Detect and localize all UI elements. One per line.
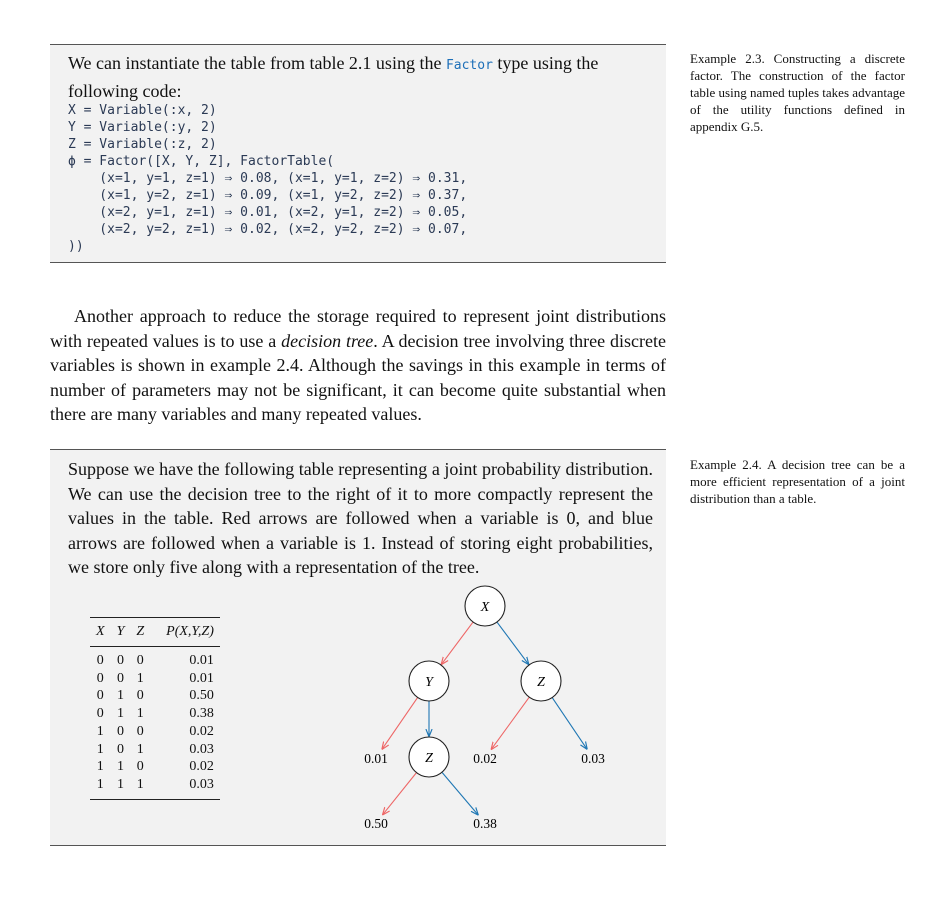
table-cell: 0.01 (189, 653, 214, 668)
tree-leaf-value: 0.03 (581, 751, 605, 766)
paragraph-text: . A decision tree involving three discrete variables is shown in example 2.4. Although the savings in this example in terms of number of parameters may not be significant, it can become quite substantial when there are many variables and many repeated values. (50, 330, 666, 424)
table-cell: 1 (96, 759, 104, 775)
edge-x-z1 (497, 622, 528, 664)
code-line: (x=2, y=1, z=1) ⇒ 0.01, (x=2, y=1, z=2) ⇒ 0.05, (68, 205, 468, 220)
paragraph-text: Another approach to reduce the storage required to represent joint distributions with repeated values is to use a (50, 306, 666, 351)
table-cell: 0 (96, 706, 104, 722)
column-header: Z (130, 618, 150, 647)
table-cell: 0 (136, 759, 144, 775)
tree-leaf-value: 0.38 (473, 816, 497, 831)
edge-x-y (442, 622, 473, 664)
example-2-3-intro (68, 51, 653, 103)
code-line: ϕ = Factor([X, Y, Z], FactorTable( (68, 154, 335, 169)
code-line: )) (68, 239, 84, 254)
factor-code-inline: Factor (445, 58, 493, 73)
table-cell: 0 (116, 653, 124, 668)
tree-node-label: Z (537, 675, 545, 690)
column-header: Y (111, 618, 131, 647)
table-cell: 1 (96, 741, 104, 757)
table-cell: 0 (96, 670, 104, 686)
code-block (68, 102, 467, 255)
table-cell: 0 (116, 741, 124, 757)
table-cell: 0.01 (189, 670, 214, 686)
table-cell: 0 (136, 653, 144, 668)
table-cell: 0 (136, 688, 144, 704)
tree-leaf-value: 0.01 (364, 751, 388, 766)
intro-text: type using the following code: (68, 53, 599, 101)
code-line: X = Variable(:x, 2) (68, 103, 217, 118)
code-line: Z = Variable(:z, 2) (68, 137, 217, 152)
column-header: X (90, 618, 111, 647)
example-2-4-intro: Suppose we have the following table representing a joint probability distribution. We can use the decision tree to the right of it to more compactly represent the values in the table. Red arrows are followed when a variable is 0, and blue arrows are followed when a variable is 1. Instead of storing eight probabilities, we store only five along with a representation of the tree. (68, 459, 653, 577)
edge-z1-l3 (552, 698, 587, 749)
table-cell: 1 (136, 776, 144, 792)
table-cell: 1 (136, 706, 144, 722)
table-cell: 0.38 (189, 706, 214, 722)
edge-z2-l5 (442, 772, 478, 814)
code-line: (x=1, y=1, z=1) ⇒ 0.08, (x=1, y=1, z=2) ⇒ 0.31, (68, 171, 468, 186)
example-2-4-box (50, 449, 666, 846)
tree-node-label: Z (425, 751, 433, 766)
code-line: Y = Variable(:y, 2) (68, 120, 217, 135)
table-cell: 0 (96, 688, 104, 704)
tree-node-label: X (480, 600, 490, 615)
table-cell: 1 (116, 759, 124, 775)
code-line: (x=1, y=2, z=1) ⇒ 0.09, (x=1, y=2, z=2) ⇒ 0.37, (68, 188, 468, 203)
body-paragraph (50, 304, 666, 427)
edge-y-l1 (382, 697, 417, 748)
code-line: (x=2, y=2, z=1) ⇒ 0.02, (x=2, y=2, z=2) ⇒ 0.07, (68, 222, 468, 237)
intro-text: We can instantiate the table from table 2.1 using the (68, 53, 446, 73)
table-cell: 1 (116, 688, 124, 704)
table-cell: 0.03 (189, 741, 214, 757)
decision-tree (50, 450, 666, 845)
table-cell: 1 (136, 670, 144, 686)
column-header: P(X,Y,Z) (150, 618, 220, 647)
margin-note-example-2-4: Example 2.4. A decision tree can be a more efficient representation of a joint distribution than a table. (690, 457, 905, 506)
table-cell: 0.02 (189, 723, 214, 739)
paragraph-emphasis: decision tree (281, 330, 374, 351)
table-cell: 1 (96, 723, 104, 739)
edge-z2-l4 (383, 773, 417, 815)
table-cell: 0 (116, 723, 124, 739)
table-cell: 1 (96, 776, 104, 792)
tree-leaf-value: 0.02 (473, 751, 497, 766)
example-2-3-box (50, 44, 666, 263)
tree-node-label: Y (425, 675, 433, 690)
margin-note-example-2-3: Example 2.3. Constructing a discrete factor. The construction of the factor table using named tuples takes advantage of the utility functions defined in appendix G.5. (690, 51, 905, 134)
edge-z1-l2 (491, 697, 529, 749)
table-cell: 1 (136, 741, 144, 757)
table-cell: 0 (96, 653, 104, 668)
table-cell: 0 (136, 723, 144, 739)
table-cell: 1 (116, 706, 124, 722)
table-cell: 0.02 (189, 759, 214, 775)
tree-leaf-value: 0.50 (364, 816, 388, 831)
table-cell: 0 (116, 670, 124, 686)
table-cell: 1 (116, 776, 124, 792)
table-cell: 0.50 (189, 688, 214, 704)
table-cell: 0.03 (189, 776, 214, 792)
